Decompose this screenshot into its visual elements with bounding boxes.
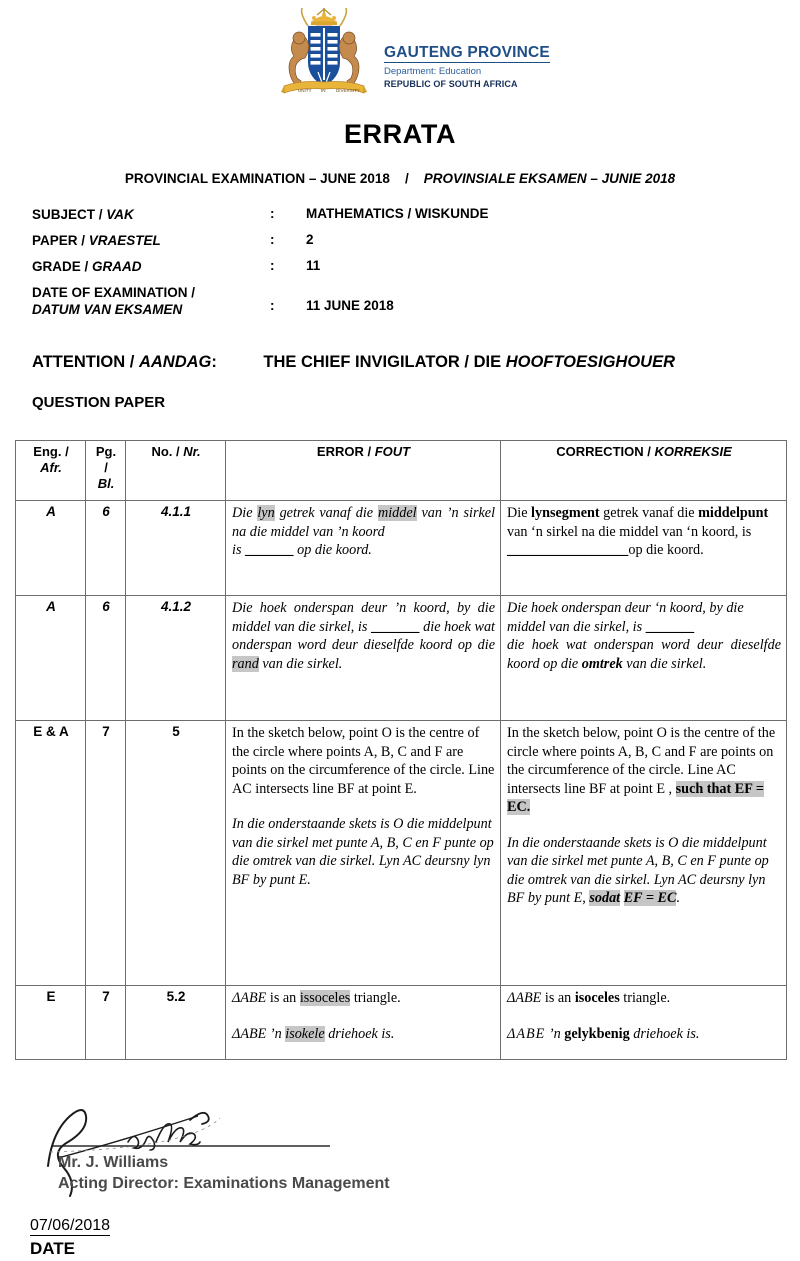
table-row [16,721,787,986]
error-seg-1: is an [266,990,300,1006]
detail-label-paper-en: PAPER [32,233,78,248]
error-highlight-2: middel [377,505,417,521]
logo-province-name: GAUTENG PROVINCE [384,44,550,61]
cell-language: E & A [16,721,86,986]
corr-seg-4: driehoek is. [629,1025,700,1042]
letterhead [0,0,800,108]
corr-bold-2: middelpunt [698,505,769,521]
cell-correction [501,986,787,1060]
error-text-af [232,504,495,541]
error-seg-1: Die hoek onderspan deur ’n koord, by die middel van die sirkel, is [232,600,495,635]
col-header-page [86,441,126,501]
corr-highlight-3: EF = EC [623,890,677,906]
error-triangle-label-af: ΔABE [232,1025,267,1042]
cell-language: E [16,986,86,1060]
attention-value-en: THE CHIEF INVIGILATOR / DIE [263,353,506,371]
col-header-number [126,441,226,501]
correction-text-af [507,1025,781,1044]
corr-seg-1: Die hoek onderspan deur ‘n koord, by die middel van die sirkel, is [507,600,744,635]
cell-error [226,721,501,986]
detail-label-date [32,284,270,318]
detail-value-paper: 2 [306,232,314,247]
error-seg-3: ’n [266,1025,286,1042]
svg-text:IN: IN [321,88,326,93]
signature-date-label: DATE [30,1239,76,1258]
error-seg-4: driehoek is. [324,1025,395,1042]
corr-bold-1: lynsegment [531,505,600,521]
col-header-page-sep: / [104,460,108,475]
col-header-error-en: ERROR / [316,444,375,459]
error-highlight-2: isokele [285,1025,325,1042]
detail-label-grade-en: GRADE [32,259,81,274]
col-header-number-en: No. / [151,444,184,459]
cell-error [226,596,501,721]
corr-bold-1: omtrek [581,655,623,672]
table-header-row [16,441,787,501]
cell-language: A [16,596,86,721]
corr-seg-3: van ‘n sirkel na die middel van ‘n koord, is [507,523,752,540]
corr-bold-1: isoceles [574,990,620,1006]
col-header-language-en: Eng. / [33,444,69,459]
corr-seg-2: die hoek wat onderspan word deur dieselfde koord op die [507,637,781,672]
cell-error [226,501,501,596]
corr-blank: ______ [645,618,695,635]
corr-highlight-1: such that EF = EC. [507,780,765,815]
detail-label-subject [32,206,270,223]
error-blank: ______ [245,542,294,558]
corr-seg-1: Die [507,505,532,521]
detail-label-paper [32,232,270,249]
corr-seg-3: ’n [545,1025,565,1042]
corr-seg-2: In die onderstaande skets is O die middelpunt van die sirkel met punte A, B, C en F punte op die omtrek van die sirkel. Lyn AC deursny lyn BF by punt E, [507,834,769,906]
detail-label-date-en: DATE OF EXAMINATION / [32,285,195,300]
correction-text-af-line1 [507,599,781,636]
error-text-af [232,599,495,673]
error-seg-2: getrek vanaf die [274,505,378,521]
error-text-af: In die onderstaande skets is O die middelpunt van die sirkel met punte A, B, C en F punte op die omtrek van die sirkel. Lyn AC deursny lyn BF by punt E. [232,816,494,888]
cell-error [226,986,501,1060]
error-seg-5: op die koord. [293,542,372,558]
attention-line [32,353,675,372]
logo-department: Department: Education [384,66,482,77]
corr-triangle-label-af: ΔABE [507,1025,546,1042]
signature-block [30,1092,490,1212]
detail-label-subject-af: VAK [106,207,134,222]
cell-page: 7 [86,721,126,986]
signatory-title: Acting Director: Examinations Management [58,1175,390,1192]
error-highlight-1: rand [232,655,259,672]
cell-number: 5.2 [126,986,226,1060]
col-header-number-af: Nr. [183,444,201,459]
correction-text-en [507,989,781,1008]
coat-of-arms-icon [268,6,380,102]
corr-seg-2: getrek vanaf die [599,505,699,521]
cell-number: 4.1.1 [126,501,226,596]
corr-seg-2: triangle. [619,990,671,1006]
col-header-language-af: Afr. [40,460,62,475]
col-header-correction-af: KORREKSIE [654,444,732,459]
corr-blank: _______________ [507,542,629,558]
error-highlight-1: lyn [257,505,275,521]
detail-row-paper [32,232,772,249]
error-seg-3: van ’n sirkel na die middel van ’n koord [232,505,496,540]
error-seg-2: die hoek wat onderspan word deur dieselfde koord op die [232,618,495,653]
date-block [30,1216,110,1259]
attention-label-af: AANDAG [138,353,212,371]
page-title: ERRATA [343,119,457,149]
col-header-language [16,441,86,501]
cell-correction [501,501,787,596]
table-row [16,501,787,596]
error-triangle-label: ΔABE [232,990,267,1006]
error-seg-2: triangle. [350,990,401,1006]
detail-row-date [32,284,772,318]
cell-page: 6 [86,501,126,596]
attention-label-en: ATTENTION [32,353,126,371]
detail-row-subject [32,206,772,223]
exam-subtitle-af: PROVINSIALE EKSAMEN – JUNIE 2018 [423,171,676,186]
corr-seg-1: is an [541,990,575,1006]
correction-text-af [507,834,781,908]
error-text-en: In the sketch below, point O is the centre of the circle where points A, B, C and F are points on the circumference of the circle. Line AC intersects line BF at point E. [232,725,495,797]
detail-label-subject-sep: / [95,207,107,222]
corr-seg-4: op die koord. [628,542,704,558]
col-header-correction-en: CORRECTION / [556,444,655,459]
exam-subtitle [0,171,800,186]
col-header-page-en: Pg. [95,444,117,459]
detail-value-grade: 11 [306,258,321,273]
cell-correction [501,721,787,986]
correction-text-af [507,504,781,560]
logo-country: REPUBLIC OF SOUTH AFRICA [384,79,518,89]
error-blank: ______ [371,618,420,635]
cell-language: A [16,501,86,596]
detail-label-paper-sep: / [77,233,89,248]
svg-text:DIVERSITY: DIVERSITY [336,88,360,93]
error-text-en [232,989,495,1008]
detail-row-grade [32,258,772,275]
error-highlight-1: issoceles [299,990,351,1006]
error-text-af-line2 [232,541,495,560]
col-header-page-af: Bl. [97,476,115,491]
col-header-error [226,441,501,501]
corr-bold-2: gelykbenig [564,1025,630,1042]
attention-label-sep: / [125,353,139,371]
corr-highlight-2: sodat [589,890,621,906]
error-seg-1: Die [232,505,258,521]
cell-correction [501,596,787,721]
detail-label-grade-sep: / [80,259,93,274]
detail-colon-date: : [270,298,275,313]
svg-text:UNITY: UNITY [298,88,312,93]
attention-value-af: HOOFTOESIGHOUER [505,353,675,371]
attention-colon: : [211,353,217,371]
detail-label-grade-af: GRAAD [92,259,142,274]
error-seg-3: van die sirkel. [258,655,343,672]
detail-label-subject-en: SUBJECT [32,207,96,222]
detail-value-date: 11 JUNE 2018 [306,298,394,313]
exam-details-list [32,206,772,327]
exam-subtitle-separator: / [404,171,409,186]
detail-label-date-af: DATUM VAN EKSAMEN [32,302,183,317]
corr-seg-3: . [676,890,680,906]
detail-label-grade [32,258,270,275]
corr-triangle-label: ΔABE [507,990,542,1006]
errata-table [15,440,787,1060]
corr-seg-3: van die sirkel. [622,655,707,672]
signatory-name: Mr. J. Williams [58,1154,169,1171]
attention-second-line: QUESTION PAPER [32,394,166,411]
detail-label-paper-af: VRAESTEL [88,233,161,248]
exam-subtitle-en: PROVINCIAL EXAMINATION – JUNE 2018 [124,171,390,186]
detail-colon-grade: : [270,258,275,273]
error-seg-4: is [232,542,246,558]
cell-number: 5 [126,721,226,986]
cell-page: 7 [86,986,126,1060]
corr-seg-1: In the sketch below, point O is the centre of the circle where points A, B, C and F are points on the circumference of the circle. Line AC intersects line BF at point E , [507,725,776,797]
signature-date-value: 07/06/2018 [30,1217,111,1234]
col-header-correction [501,441,787,501]
detail-colon-subject: : [270,206,275,221]
cell-number: 4.1.2 [126,596,226,721]
col-header-error-af: FOUT [374,444,411,459]
error-text-af [232,1025,495,1044]
table-row [16,596,787,721]
table-row [16,986,787,1060]
cell-page: 6 [86,596,126,721]
correction-text-en [507,724,781,817]
signature-name-block [58,1152,390,1194]
detail-value-subject: MATHEMATICS / WISKUNDE [306,206,489,221]
correction-text-af-line2 [507,636,781,673]
detail-colon-paper: : [270,232,275,247]
